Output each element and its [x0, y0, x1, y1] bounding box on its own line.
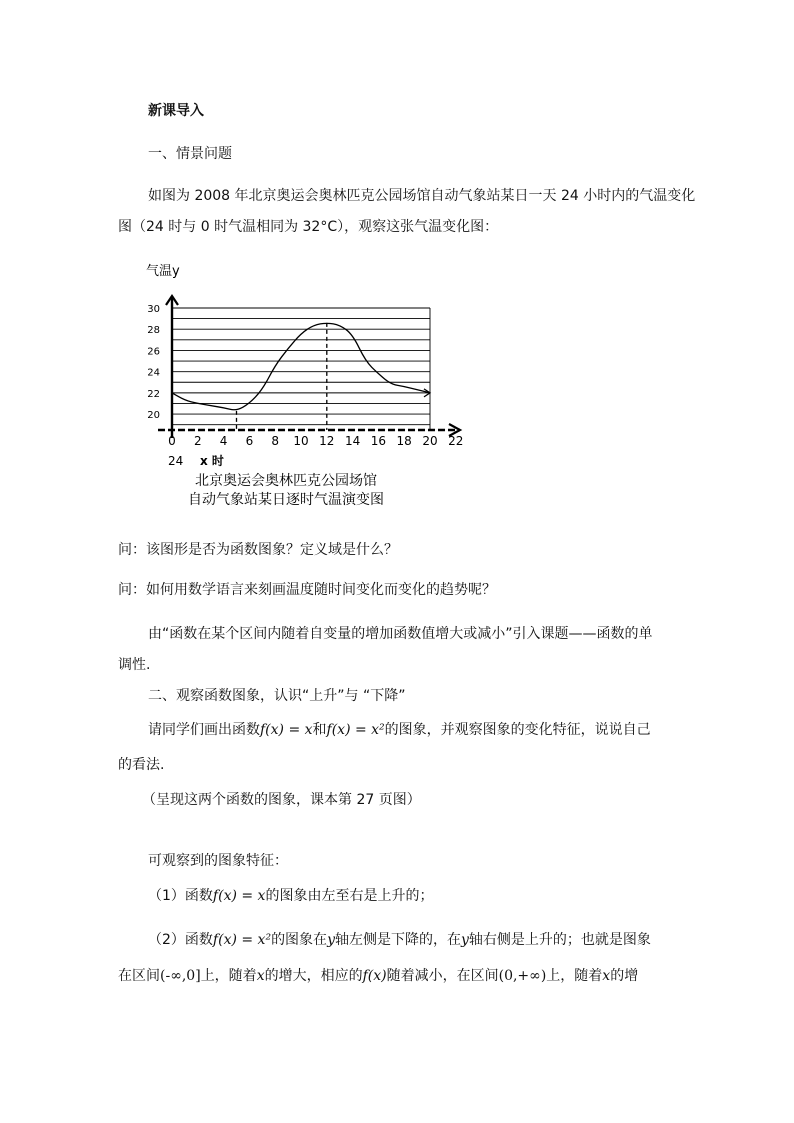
feature-2b-pre: 在区间: [118, 968, 160, 984]
task-text-and: 和: [312, 722, 327, 738]
feature-2b-fx: f(x): [362, 968, 387, 984]
x-tick-label: 16: [370, 434, 387, 448]
interval-negative: (-∞,0]: [160, 968, 201, 984]
y-tick-label: 30: [147, 304, 160, 315]
task-text-post: 的图象，并观察图象的变化特征，说说自己: [384, 722, 651, 738]
x-tick-label: 10: [293, 434, 309, 448]
feature-1-formula: f(x) = x: [212, 888, 266, 904]
feature-2-y-axis-2: y: [460, 932, 469, 948]
feature-1-post: 的图象由左至右是上升的；: [265, 888, 434, 904]
x-tick-label: 8: [271, 434, 280, 448]
temperature-series-line: [172, 323, 430, 409]
formula-f-equals-x: f(x) = x: [260, 722, 313, 738]
chart-ylabel: 气温y: [146, 264, 180, 279]
chart-grid: [172, 308, 430, 430]
intro-line-2: 图（24 时与 0 时气温相同为 32°C），观察这张气温变化图：: [118, 219, 499, 235]
chart-x-label-number: 24: [168, 454, 184, 468]
y-tick-label: 28: [147, 325, 160, 337]
feature-2-formula: f(x) = x²: [212, 932, 272, 948]
chart-x-label-unit: x 时: [200, 454, 224, 468]
x-tick-label: 12: [319, 434, 335, 448]
feature-2b-mid-1: 上，随着: [200, 968, 257, 984]
y-tick-label: 20: [147, 410, 160, 422]
heading: 新课导入: [148, 103, 204, 119]
interval-positive: (0,+∞): [498, 968, 547, 984]
chart-title-line-2: 自动气象站某日逐时气温演变图: [188, 492, 384, 508]
question-1: 问：该图形是否为函数图象？定义域是什么？: [118, 542, 398, 558]
x-tick-label: 22: [448, 434, 464, 448]
x-tick-label: 14: [344, 434, 361, 448]
y-tick-label: 26: [147, 346, 160, 358]
y-tick-label: 22: [147, 388, 160, 400]
feature-2-mid-1: 的图象在: [271, 932, 328, 948]
x-tick-label: 20: [422, 434, 438, 448]
feature-2-y-axis-1: y: [327, 932, 335, 948]
feature-2-post: 轴右侧是上升的；也就是图象: [468, 932, 651, 948]
feature-2b-mid-4: 上，随着: [546, 968, 603, 984]
task-line-1: [148, 720, 651, 740]
features-title: 可观察到的图象特征：: [148, 853, 288, 869]
feature-1: [148, 886, 433, 906]
feature-1-pre: （1）函数: [148, 888, 213, 904]
question-2: 问：如何用数学语言来刻画温度随时间变化而变化的趋势呢？: [118, 582, 496, 598]
note: （呈现这两个函数的图象，课本第 27 页图）: [142, 792, 421, 808]
feature-2b-mid-2: 的增大，相应的: [264, 968, 363, 984]
chart-x-ticks: [168, 434, 463, 448]
formula-f-equals-x-squared: f(x) = x²: [326, 722, 385, 738]
lead-line-2: 调性.: [118, 657, 151, 673]
x-tick-label: 18: [396, 434, 412, 448]
chart-title-line-1: 北京奥运会奥林匹克公园场馆: [195, 473, 377, 489]
x-tick-label: 2: [193, 434, 202, 448]
feature-2b-mid-3: 随着减小，在区间: [386, 968, 499, 984]
x-tick-label: 0: [168, 434, 176, 448]
section-title-1: 一、情景问题: [148, 146, 232, 162]
temperature-chart: [140, 258, 480, 508]
feature-2b-x-2: x: [602, 968, 611, 984]
feature-2-pre: （2）函数: [148, 932, 213, 948]
feature-2: [148, 930, 651, 950]
feature-2-continued: [118, 966, 638, 986]
chart-y-ticks: [147, 304, 160, 421]
feature-2b-post: 的增: [610, 968, 639, 984]
x-tick-label: 4: [219, 434, 228, 448]
task-text-pre: 请同学们画出函数: [148, 722, 260, 738]
intro-line-1: 如图为 2008 年北京奥运会奥林匹克公园场馆自动气象站某日一天 24 小时内的气温变化: [148, 188, 696, 204]
section-title-2: 二、观察函数图象，认识“上升”与 “下降”: [148, 688, 406, 704]
lead-line-1: 由“函数在某个区间内随着自变量的增加函数值增大或减小”引入课题——函数的单: [148, 626, 653, 642]
y-tick-label: 24: [147, 367, 160, 379]
feature-2-mid-2: 轴左侧是下降的，在: [334, 932, 461, 948]
feature-2b-x-1: x: [256, 968, 265, 984]
task-line-2: 的看法.: [118, 757, 165, 773]
chart-axes: [158, 296, 460, 438]
x-tick-label: 6: [245, 434, 254, 448]
